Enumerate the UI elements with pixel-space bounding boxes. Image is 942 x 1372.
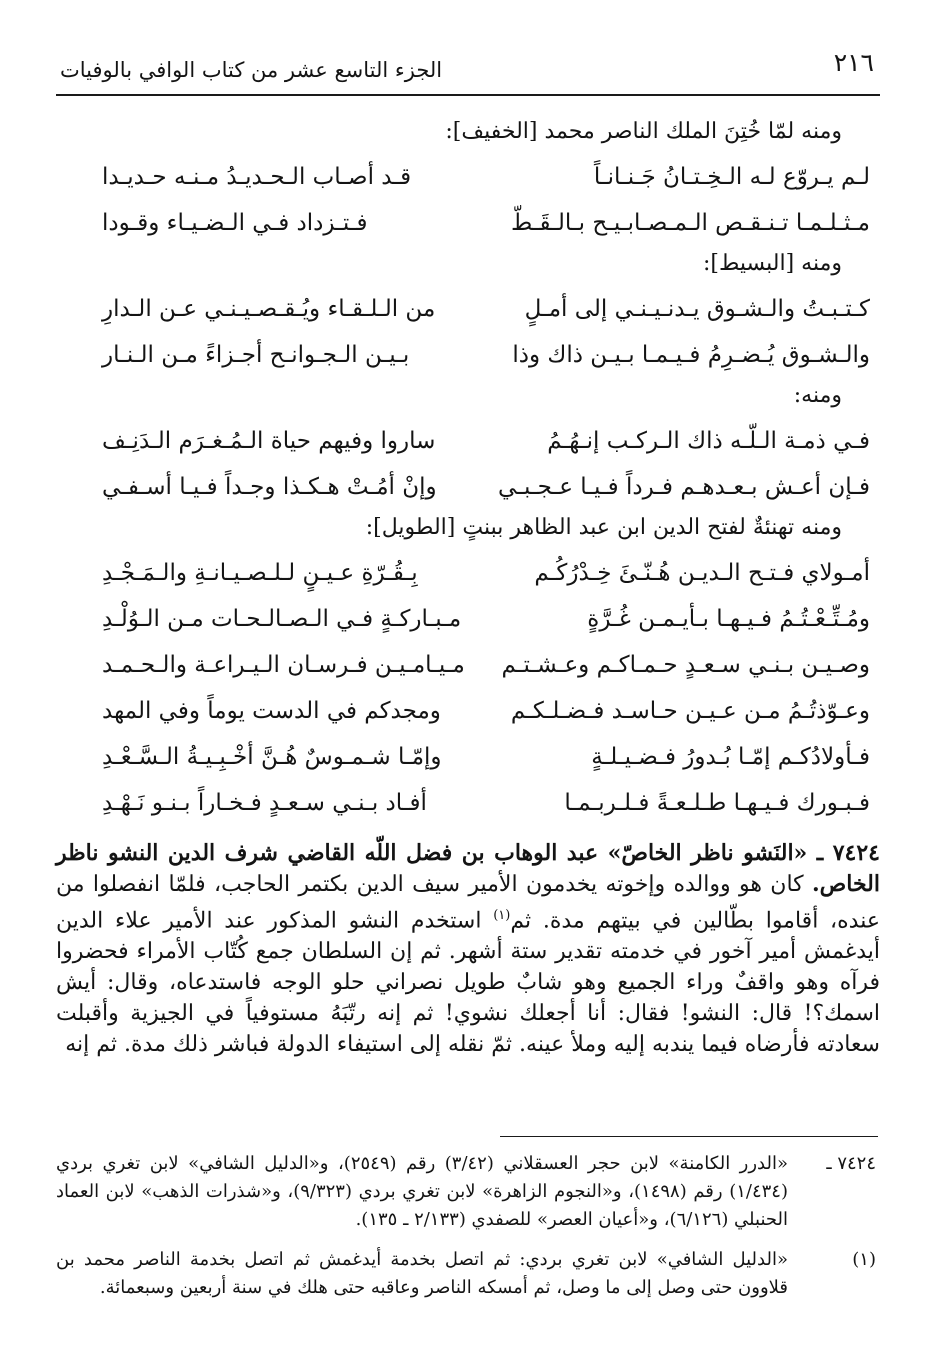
- verse-second-hemistich: مـبـاركـةٍ فـي الـصـالـحـات مـن الـوُلْـدِ: [102, 606, 462, 632]
- footnote: [56, 1150, 880, 1234]
- entry-heading: ٧٤٢٤ ـ «النَشو ناظر الخاصّ» عبد الوهاب بن فضل اللّه القاضي شرف الدين النشو ناظر الخاص.: [56, 840, 880, 897]
- section-intro: ومنه:: [793, 383, 842, 408]
- section-intro: ومنه تهنئةٌ لفتح الدين ابن عبد الظاهر ببنتٍ [الطويل]:: [365, 515, 842, 540]
- verse-second-hemistich: بِـقُـرّةِ عـيـنٍ لـلـصـيـانـةِ والـمَـجْـدِ: [102, 560, 418, 586]
- verse-first-hemistich: فـبـورك فـيـهـا طـلـعـةً فـلـربـمـا: [564, 790, 870, 816]
- footnote-text: «الدليل الشافي» لابن تغري بردي: ثم اتصل بخدمة أيدغمش ثم اتصل بخدمة الناصر محمد بن قلاوون حتى وصل إلى ما وصل، ثم أمسكه الناصر وعاقبه حتى هلك في سنة أربعين وسبعمائة.: [56, 1249, 788, 1298]
- verse-second-hemistich: قـد أصـاب الـحـديـدُ مـنـه حـديـدا: [102, 164, 412, 190]
- verse-second-hemistich: وإمّـا شـمـوسٌ هُـنَّ أخْـبِـيـةُ الـسَّـعْـدِ: [102, 744, 442, 770]
- verse-second-hemistich: بـيـن الـجـوانـح أجـزاءً مـن الـنـار: [102, 342, 410, 368]
- verse-first-hemistich: وصـيـن بـنـي سـعـدٍ حـمـاكـم وعـشـتـم: [501, 652, 870, 678]
- poetry-block: [96, 118, 870, 826]
- verse-first-hemistich: وعـوّذتُـمُ مـن عـيـن حـاسـد فـضـلـكـم: [510, 698, 870, 724]
- entry-paragraph: [56, 838, 880, 1060]
- verse-line: [96, 200, 870, 246]
- verse-first-hemistich: فـي ذمـة الـلّـه ذاك الـركـب إنـهُـمُ: [547, 428, 870, 454]
- verse-line: [96, 332, 870, 378]
- verse-line: [96, 596, 870, 642]
- verse-second-hemistich: من الـلـقـاء ويُـقـصـيـنـي عـن الـدارِ: [102, 296, 436, 322]
- running-title: الجزء التاسع عشر من كتاب الوافي بالوفيات: [60, 58, 443, 82]
- footnote-reference[interactable]: (١): [493, 908, 511, 923]
- verse-first-hemistich: ومُـتِّـعْـتُـمُ فـيـهـا بـأيـمـن غُـرَّةٍ: [587, 606, 870, 632]
- section-intro: ومنه [البسيط]:: [702, 251, 842, 276]
- verse-second-hemistich: فـتـزداد فـي الـضـيـاء وقـودا: [102, 210, 368, 236]
- footnote-label: ٧٤٢٤ ـ: [826, 1153, 876, 1174]
- verse-second-hemistich: ساروا وفيهم حياة الـمُـغـرَم الـدَنِـف: [102, 428, 436, 454]
- section-intro: ومنه لمّا خُتِنَ الملك الناصر محمد [الخفيف]:: [445, 119, 842, 144]
- verse-first-hemistich: كـتـبـتُ والـشـوق يـدنـيـنـي إلى أمـلٍ: [524, 296, 870, 322]
- verse-first-hemistich: مـثـلـمـا تـنـقـص الـمـصـابـيـح بـالـقَـطّ: [510, 210, 870, 236]
- verse-first-hemistich: فـأولادُكـم إمّـا بُـدورُ فـضـيـلـةٍ: [591, 744, 870, 770]
- verse-second-hemistich: أفـاد بـنـي سـعـدٍ فـخـاراً بـنـو نَـهْـدِ: [102, 790, 427, 816]
- entry-text-continued: استخدم النشو المذكور عند الأمير علاء الدين أيدغمش أمير آخور في خدمته تقدير ستة أشهر. ثم إن السلطان جمع كُتّاب الأمراء فحضروا فرآه وهو واقفٌ وراء الجميع وهو شابٌ طويل نصراني حلو الوجه فاستدعاه، وقال: أيش اسمك؟! قال: النشو! فقال: أنا أجعلك نشوي! ثم إنه رتّبَهُ مستوفياً في الجيزية وأقبلت سعادته فأرضاه فيما يندبه إليه وملأ عينه. ثمّ نقله إلى استيفاء الدولة فباشر ذلك مدة. ثم إنه: [56, 908, 880, 1058]
- verse-line: [96, 418, 870, 464]
- verse-line: [96, 464, 870, 510]
- page-number: ٢١٦: [833, 48, 874, 77]
- verse-second-hemistich: وإنْ أمُـتْ هـكـذا وجـداً فـيـا أسـفـي: [102, 474, 437, 500]
- verse-line: [96, 154, 870, 200]
- footnote-text: «الدرر الكامنة» لابن حجر العسقلاني (٣/٤٢) رقم (٢٥٤٩)، و«الدليل الشافي» لابن تغري بردي (١/٤٣٤) رقم (١٤٩٨)، و«النجوم الزاهرة» لابن تغري بردي (٩/٣٢٣)، و«شذرات الذهب» لابن العماد الحنبلي (٦/١٢٦)، و«أعيان العصر» للصفدي (٢/١٣٣ ـ ١٣٥).: [56, 1153, 789, 1230]
- verse-line: [96, 780, 870, 826]
- entry-text: كان هو ووالده وإخوته يخدمون الأمير سيف الدين بكتمر الحاجب، فلمّا انفصلوا من عنده، أقاموا بطّالين في بيتهم مدة. ثم: [56, 872, 880, 934]
- verse-line: [96, 688, 870, 734]
- verse-first-hemistich: والـشـوق يُـضـرِمُ فـيـمـا بـيـن ذاك وذا: [512, 342, 870, 368]
- footnote-divider: [500, 1136, 878, 1137]
- verse-first-hemistich: لـم يـروّع لـه الـخِـتـانُ جَـنـانـاً: [593, 164, 870, 190]
- verse-second-hemistich: ومجدكم في الدست يوماً وفي المهد: [102, 698, 441, 724]
- verse-first-hemistich: فـإن أعـش بـعـدهـم فـرداً فـيـا عـجـبـي: [498, 474, 870, 500]
- biography-entry: [56, 838, 880, 1060]
- verse-second-hemistich: مـيـامـيـن فـرسـان الـيـراعـة والـحـمـد: [102, 652, 465, 678]
- verse-line: [96, 642, 870, 688]
- verse-line: [96, 550, 870, 596]
- verse-line: [96, 734, 870, 780]
- verse-line: [96, 286, 870, 332]
- running-header: [56, 42, 880, 96]
- verse-first-hemistich: أمـولاي فـتـح الـديـن هُـنّـئَ خِـدْرُكُـم: [534, 560, 870, 586]
- footnote-label: (١): [852, 1249, 876, 1270]
- footnote: [56, 1246, 880, 1302]
